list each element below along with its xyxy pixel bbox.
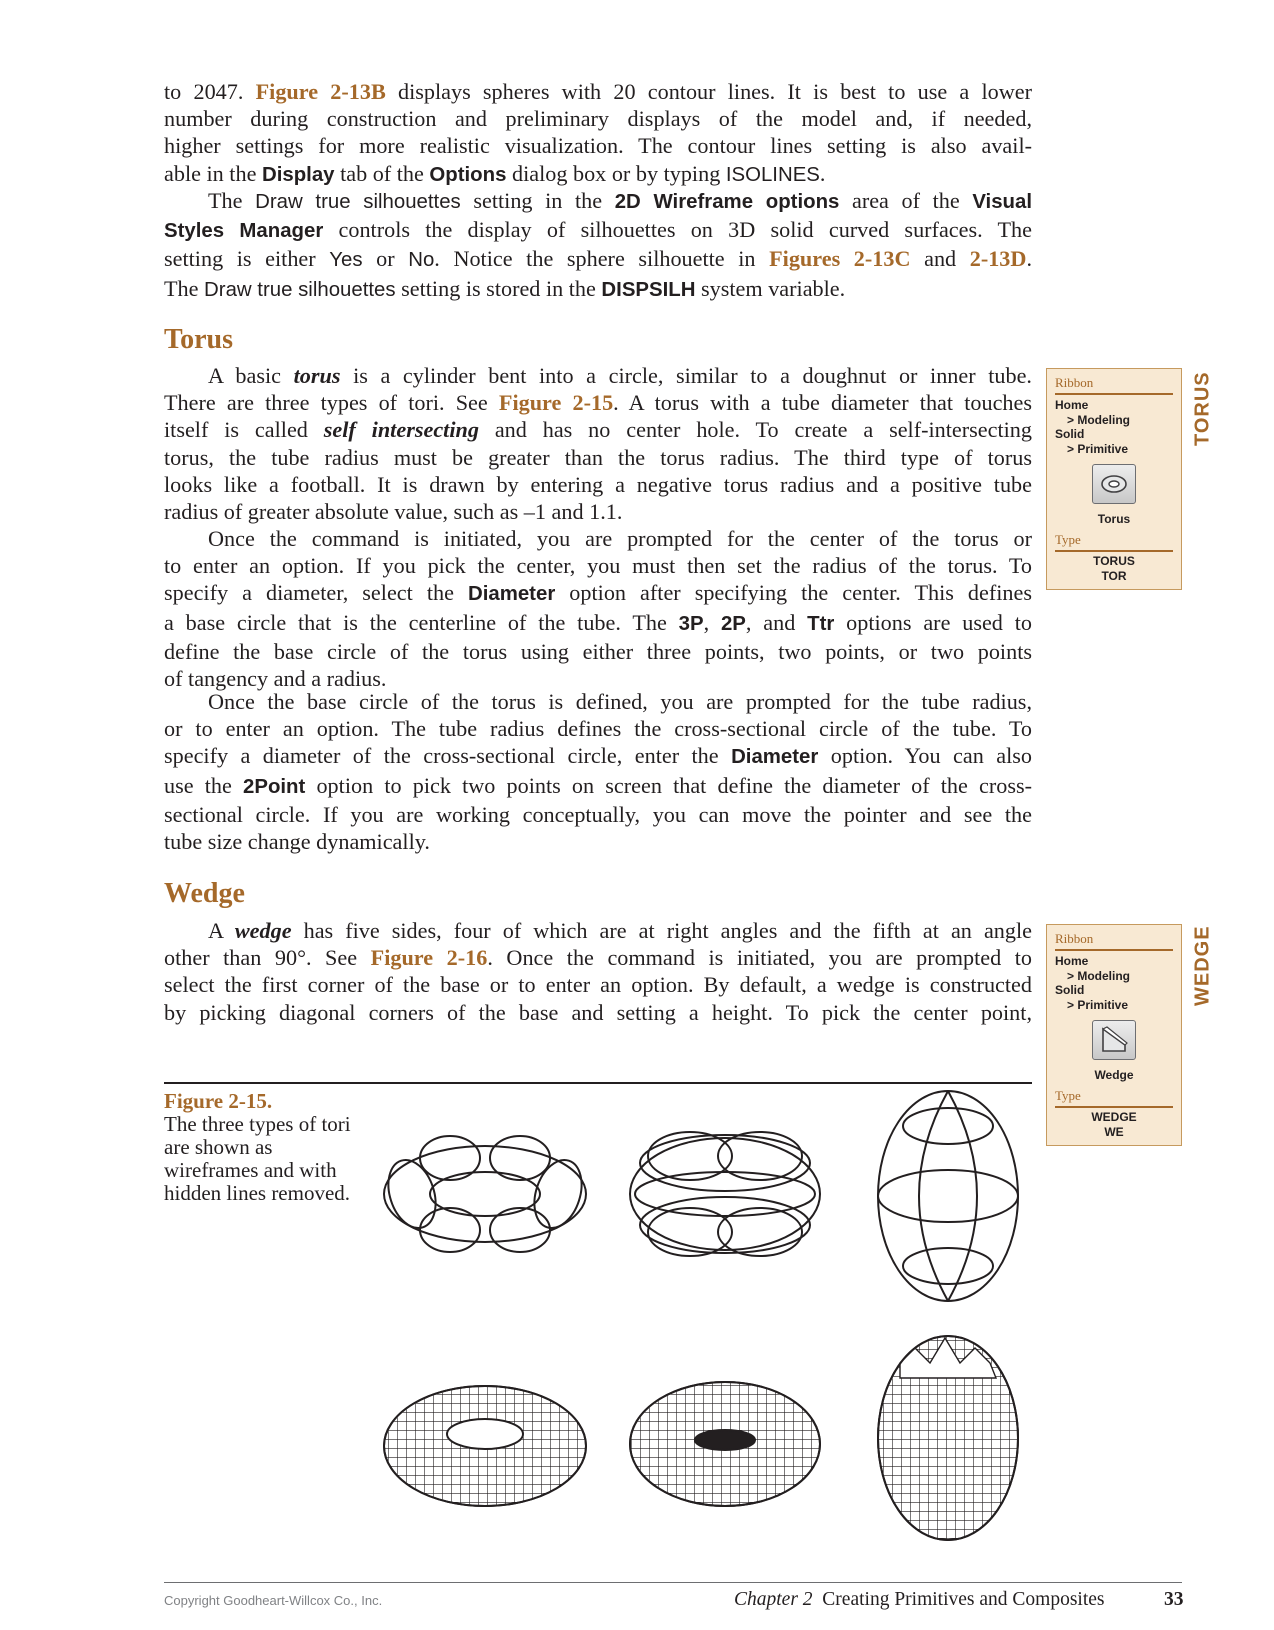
text-line: select the first corner of the base or to enter an option. By default, a wedge is constructed [164,972,1032,998]
text: . A torus with a tube diameter that touches [613,390,1032,416]
text-line: radius of greater absolute value, such as –1 and 1.1. [164,499,623,525]
command-label: Wedge [1094,1068,1134,1082]
command-name: WEDGE [1091,1110,1137,1124]
text-line: tube size change dynamically. [164,829,430,855]
ribbon-tab: Solid [1055,427,1085,441]
text-line: or to enter an option. The tube radius defines the cross-sectional circle of the tube. To [164,716,1032,742]
text: There are three types of tori. See [164,390,499,416]
figure-number: Figure 2-15. [164,1089,273,1113]
ribbon-tab: Home [1055,398,1089,412]
option-name: Ttr [807,612,835,635]
text: options are used to [834,609,1032,635]
text: option after specifying the center. This defines [555,580,1033,606]
text-line: number during construction and preliminary displays of the model and, if needed, [164,106,1032,132]
text: is a cylinder bent into a circle, similar to a doughnut or inner tube. [340,363,1032,388]
ribbon-path [1055,954,1173,1012]
option-value: No [408,249,435,272]
ribbon-tab: Home [1055,954,1089,968]
key-term: torus [293,363,341,388]
section-heading-torus: Torus [164,324,234,355]
ui-term: Styles Manager [164,220,324,243]
command-alias: WE [1104,1124,1124,1139]
torus-hidden-lines [384,1386,586,1506]
text: setting is stored in the [395,275,602,301]
chapter-title: Creating Primitives and Composites [822,1589,1105,1610]
text: option. You can also [818,743,1032,769]
wedge-paragraph-1 [164,917,1032,1026]
figure-reference: 2-13D [969,246,1027,272]
torus-wireframe [380,1136,589,1252]
ribbon-sidebar-wedge [1046,924,1182,1146]
option-value: Yes [329,249,363,272]
option-name: 3P [678,612,704,635]
figure-reference: Figure 2-15 [498,390,614,416]
text-line: Once the base circle of the torus is defined, you are prompted for the tube radius, [208,689,1032,714]
figure-rule [164,1082,1032,1084]
text: tab of the [334,160,430,186]
text: . Notice the sphere silhouette in [434,246,770,272]
ribbon-panel: > Modeling [1067,968,1130,983]
chapter-label: Chapter 2 [734,1589,813,1610]
text: . [819,160,826,186]
text-line: of tangency and a radius. [164,666,387,692]
copyright-notice: Copyright Goodheart-Willcox Co., Inc. [164,1593,383,1608]
ribbon-sidebar-torus [1046,368,1182,590]
text: setting is either [164,246,330,272]
torus-paragraph-2 [164,525,1032,692]
text: dialog box or by typing [506,160,726,186]
key-term: self intersecting [323,417,479,443]
command-name: TORUS [1093,554,1135,568]
text: option to pick two points on screen that define the diameter of the cross- [305,772,1032,798]
ribbon-panel: > Primitive [1067,441,1129,456]
command-alias: TOR [1101,568,1127,583]
system-variable: ISOLINES [725,163,820,186]
text: to 2047. [164,79,256,104]
text: other than 90°. See [164,945,371,971]
command-label: Torus [1097,512,1131,526]
figure-caption [164,1090,354,1205]
text: . [1026,246,1032,272]
ui-term: Options [429,163,507,186]
ribbon-label: Ribbon [1055,931,1173,951]
chapter-tab-wedge: WEDGE [1191,925,1214,1007]
running-title [734,1589,1105,1611]
type-label: Type [1055,532,1173,552]
ui-term: Display [261,163,335,186]
section-heading-wedge: Wedge [164,878,245,909]
text-line: looks like a football. It is drawn by entering a negative torus radius and a positive tube [164,471,1032,497]
footer-rule [164,1582,1182,1583]
figure-reference: Figures 2-13C [769,246,911,272]
text: The [208,188,256,213]
text: controls the display of silhouettes on 3D solid curved surfaces. The [323,217,1032,243]
chapter-tab-torus: TORUS [1191,371,1214,447]
key-term: wedge [234,918,292,943]
intro-paragraph-2 [164,187,1032,304]
ribbon-tab: Solid [1055,983,1085,997]
figure-caption-text: The three types of tori are shown as wireframes and with hidden lines removed. [164,1112,351,1205]
football-torus-hidden-lines [878,1336,1018,1540]
torus-paragraph-3 [164,688,1032,855]
text: area of the [839,188,973,213]
option-name: Diameter [467,583,556,606]
ribbon-panel: > Primitive [1067,997,1129,1012]
text-line: sectional circle. If you are working conceptually, you can move the pointer and see the [164,801,1032,827]
text: specify a diameter of the cross-sectional circle, enter the [164,743,732,769]
text: or [362,246,409,272]
text: able in the [164,160,262,186]
text: , [703,609,721,635]
torus-icon [1092,464,1136,504]
setting-name: Draw true silhouettes [255,191,461,213]
text: and [910,246,970,272]
text: use the [164,772,243,798]
text: and has no center hole. To create a self-intersecting [478,417,1032,443]
figure-reference: Figure 2-13B [255,79,386,104]
text: . Once the command is initiated, you are prompted to [487,945,1032,971]
page-number: 33 [1164,1589,1184,1610]
text-line: to enter an option. If you pick the center, you must then set the radius of the torus. To [164,553,1032,579]
type-label: Type [1055,1088,1173,1108]
text: A basic [208,363,294,388]
text: displays spheres with 20 contour lines. It is best to use a lower [385,79,1033,104]
text-line: define the base circle of the torus using either three points, two points, or two points [164,638,1032,664]
text: The [164,275,205,301]
text: specify a diameter, select the [164,580,468,606]
option-name: Diameter [731,746,819,769]
text: a base circle that is the centerline of the tube. The [164,609,679,635]
text: A [208,918,235,943]
torus-paragraph-1 [164,362,1032,525]
text: system variable. [695,275,846,301]
text-line: by picking diagonal corners of the base and setting a height. To pick the center point, [164,999,1032,1025]
ribbon-label: Ribbon [1055,375,1173,395]
option-name: 2P [720,612,746,635]
text-line: higher settings for more realistic visualization. The contour lines setting is also avail- [164,133,1032,159]
type-commands [1047,554,1181,583]
text-line: torus, the tube radius must be greater than the torus radius. The third type of torus [164,444,1032,470]
text: , and [745,609,808,635]
ribbon-panel: > Modeling [1067,412,1130,427]
text: has five sides, four of which are at right angles and the fifth at an angle [291,918,1032,943]
system-variable: DISPSILH [601,278,696,301]
self-intersecting-torus-hidden-lines [630,1382,820,1506]
tori-illustration [370,1088,1036,1548]
setting-name: Draw true silhouettes [204,278,396,301]
ui-term: 2D Wireframe options [614,191,840,213]
intro-paragraph-1 [164,78,1032,189]
self-intersecting-torus-wireframe [630,1132,820,1256]
wedge-icon [1092,1020,1136,1060]
option-name: 2Point [243,775,306,798]
type-commands [1047,1110,1181,1139]
text-line: Once the command is initiated, you are prompted for the center of the torus or [208,526,1032,551]
ribbon-path [1055,398,1173,456]
football-torus-wireframe [878,1091,1018,1301]
text: itself is called [164,417,324,443]
figure-reference: Figure 2-16 [370,945,488,971]
ui-term: Visual [972,191,1033,213]
text: setting in the [460,188,615,213]
